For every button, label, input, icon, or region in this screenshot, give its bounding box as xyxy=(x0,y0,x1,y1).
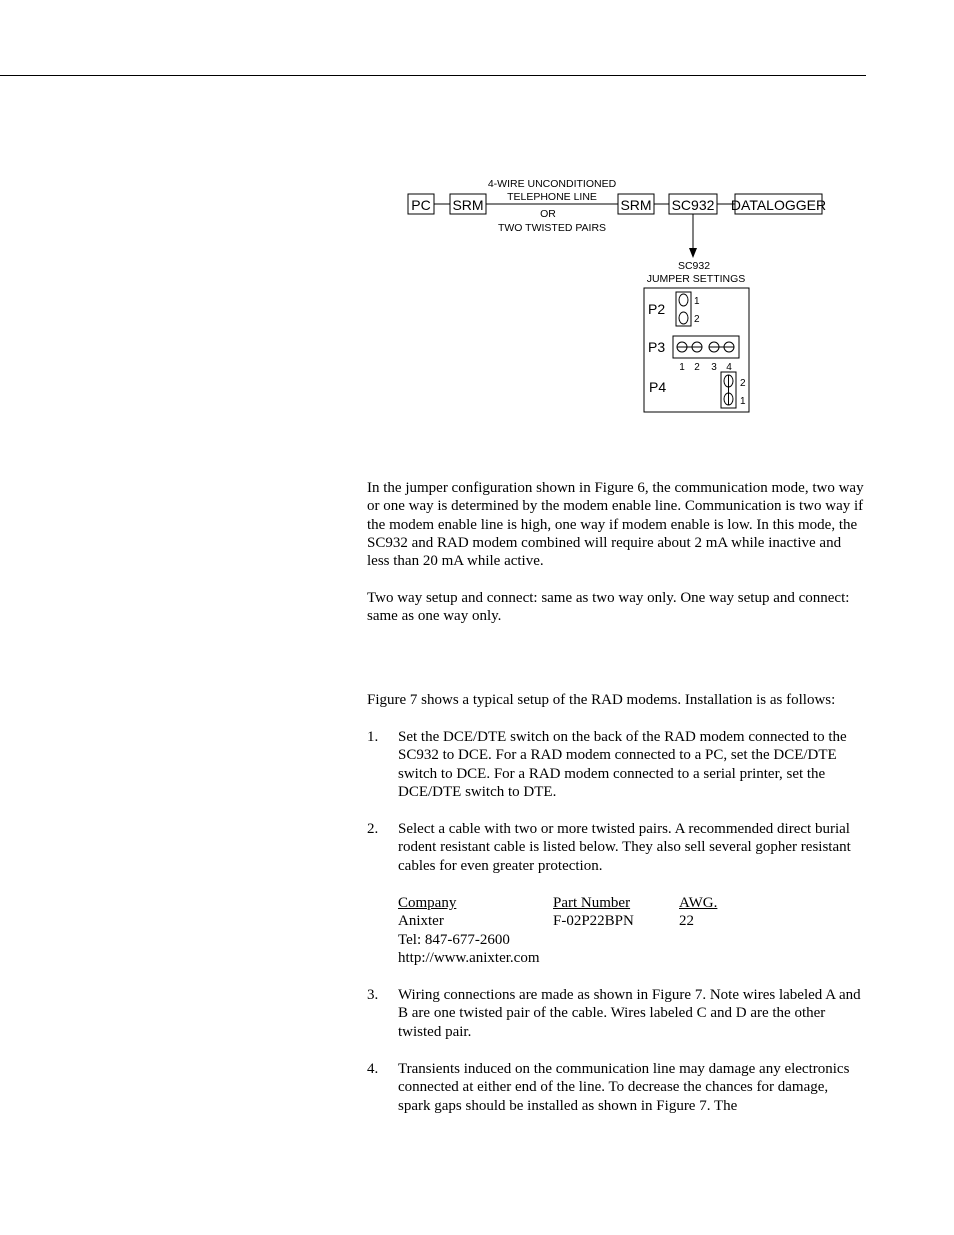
p3-pin-label: 3 xyxy=(711,362,717,373)
table-header-part-number: Part Number xyxy=(553,895,631,911)
sc932-wiring-diagram xyxy=(400,170,830,420)
header-rule xyxy=(0,75,866,76)
p3-pin-label: 1 xyxy=(679,362,685,373)
pc-label: PC xyxy=(411,197,431,213)
list-item-text: Select a cable with two or more twisted pairs. A recommended direct burial rodent resistant cable is listed below. They also sell several gopher resistant cables for even greater protection. xyxy=(398,821,851,874)
jumper-mode-paragraph: In the jumper configuration shown in Figure 6, the communication mode, two way or one way is determined by the modem enable line. Communication is two way if the modem enable line is high, one way if modem enable is low. In this mode, the SC932 and RAD modem combined will require about 2 mA while inactive and less than 20 mA while active. xyxy=(367,480,864,570)
table-header-awg: AWG. xyxy=(679,895,718,911)
p2-jumper-block xyxy=(676,292,691,326)
p2-pin-label: 1 xyxy=(694,296,700,307)
installation-intro-paragraph: Figure 7 shows a typical setup of the RAD modems. Installation is as follows: xyxy=(367,692,836,708)
table-header-company: Company xyxy=(398,895,457,911)
datalogger-label: DATALOGGER xyxy=(730,197,827,213)
p3-pin-label: 4 xyxy=(726,362,732,373)
srm-right-label: SRM xyxy=(620,197,652,213)
company-website: http://www.anixter.com xyxy=(398,949,540,966)
setup-connect-paragraph: Two way setup and connect: same as two way only. One way setup and connect: same as one way only. xyxy=(367,590,850,625)
p2-label: P2 xyxy=(648,301,666,317)
line-label-3: OR xyxy=(540,208,556,220)
p4-label: P4 xyxy=(649,379,667,395)
p3-label: P3 xyxy=(648,339,666,355)
sc932-label: SC932 xyxy=(671,197,715,213)
jumper-title-1: SC932 xyxy=(677,260,711,272)
list-item-text: Set the DCE/DTE switch on the back of the RAD modem connected to the SC932 to DCE. For a RAD modem connected to a PC, set the DCE/DTE switch to DCE. For a RAD modem connected to a serial printer, set the DCE/DTE switch to DTE. xyxy=(398,729,847,800)
p4-pin-label: 2 xyxy=(740,378,746,389)
line-label-2: TELEPHONE LINE xyxy=(507,191,597,203)
list-item-text: Transients induced on the communication line may damage any electronics connected at either end of the line. To decrease the chances for damage, spark gaps should be installed as shown in Figure 7. The xyxy=(398,1061,850,1114)
list-item-number: 3. xyxy=(367,987,379,1003)
table-cell-awg: 22 xyxy=(679,913,694,930)
list-item-number: 4. xyxy=(367,1061,379,1077)
arrow-down-icon xyxy=(689,248,697,258)
line-label-1: 4-WIRE UNCONDITIONED xyxy=(487,178,617,190)
table-cell-part-number: F-02P22BPN xyxy=(553,913,634,930)
srm-left-label: SRM xyxy=(452,197,484,213)
list-item-text: Wiring connections are made as shown in Figure 7. Note wires labeled A and B are one twisted pair of the cable. Wires labeled C and D are the other twisted pair. xyxy=(398,987,861,1040)
line-label-4: TWO TWISTED PAIRS xyxy=(497,222,607,234)
jumper-title-2: JUMPER SETTINGS xyxy=(646,273,746,285)
list-item-number: 1. xyxy=(367,729,379,745)
p2-pin-label: 2 xyxy=(694,314,700,325)
company-phone: Tel: 847-677-2600 xyxy=(398,931,510,948)
p4-pin-label: 1 xyxy=(740,396,746,407)
table-cell-company: Anixter xyxy=(398,913,444,930)
p3-pin-label: 2 xyxy=(694,362,700,373)
list-item-number: 2. xyxy=(367,821,379,837)
